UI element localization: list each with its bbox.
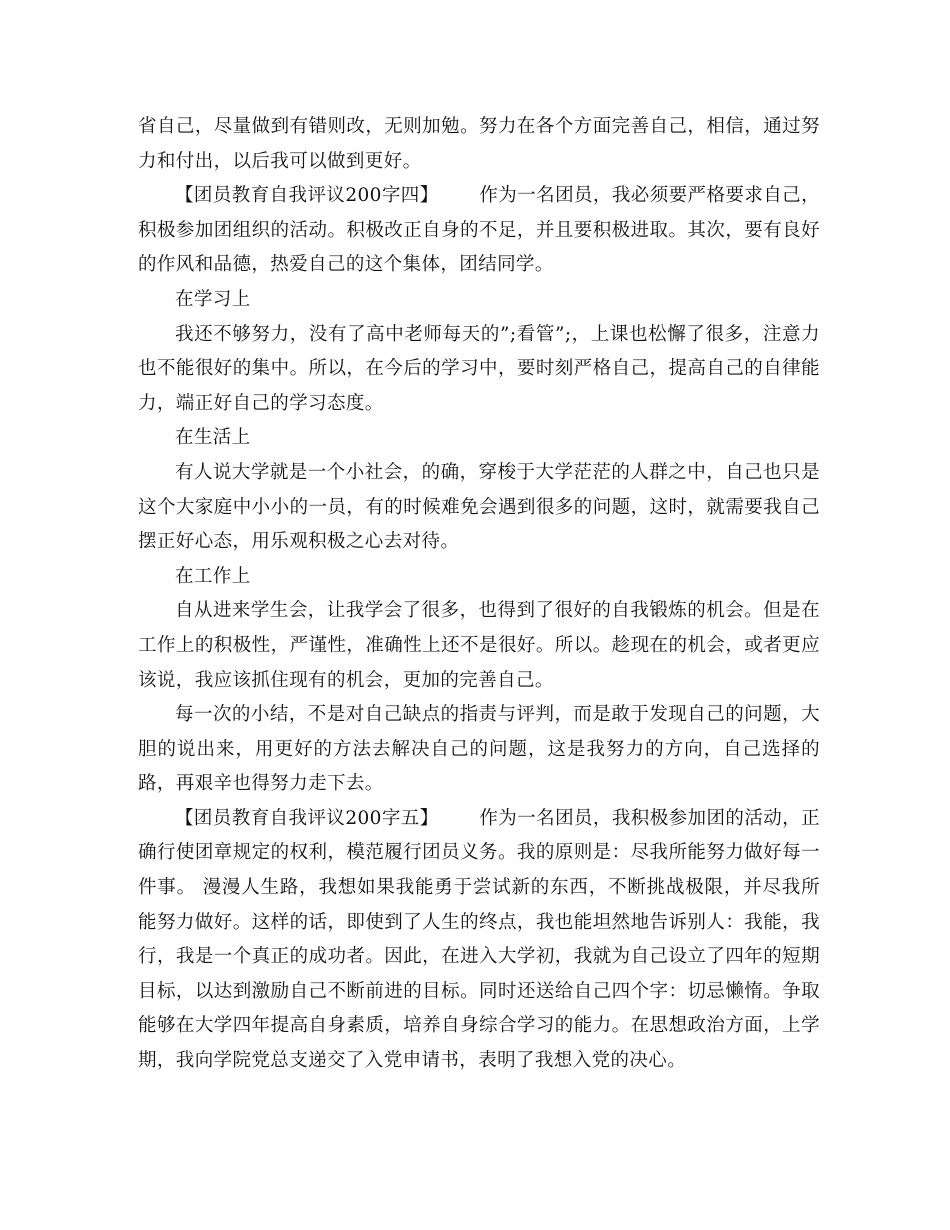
paragraph-life: 有人说大学就是一个小社会，的确，穿梭于大学茫茫的人群之中，自己也只是这个大家庭中小小的一员，有的时候难免会遇到很多的问题，这时，就需要我自己摆正好心态，用乐观积极之心去对待。 — [138, 461, 820, 553]
paragraph-section-four — [138, 179, 820, 283]
paragraph-work: 自从进来学生会，让我学会了很多，也得到了很好的自我锻炼的机会。但是在工作上的积极性，严谨性，准确性上还不是很好。所以。趁现在的机会，或者更应该说，我应该抓住现有的机会，更加的完善自己。 — [138, 600, 820, 691]
section-tag-five: 【团员教育自我评议200字五】 — [175, 807, 439, 829]
paragraph-summary: 每一次的小结，不是对自己缺点的指责与评判，而是敢于发现自己的问题，大胆的说出来，用更好的方法去解决自己的问题，这是我努力的方向，自己选择的路，再艰辛也得努力走下去。 — [138, 704, 820, 795]
paragraph-study: 我还不够努力，没有了高中老师每天的”;看管”;，上课也松懈了很多，注意力也不能很好的集中。所以，在今后的学习中，要时刻严格自己，提高自己的自律能力，端正好自己的学习态度。 — [138, 323, 820, 414]
subheading-work: 在工作上 — [175, 565, 251, 587]
subheading-study: 在学习上 — [175, 288, 251, 310]
section-tag-four: 【团员教育自我评议200字四】 — [175, 185, 439, 207]
section-five-text: 作为一名团员，我积极参加团的活动，正确行使团章规定的权利，模范履行团员义务。我的原则是：尽我所能努力做好每一件事。 漫漫人生路，我想如果我能勇于尝试新的东西，不断挑战极限，并尽我所能努力做好。这样的话，即使到了人生的终点，我也能坦然地告诉别人：我能，我行，我是一个真正的成功者。因此，在进入大学初，我就为自己设立了四年的短期目标，以达到激励自己不断前进的目标。同时还送给自己四个字：切忌懒惰。争取能够在大学四年提高自身素质，培养自身综合学习的能力。在思想政治方面，上学期，我向学院党总支递交了入党申请书，表明了我想入党的决心。 — [138, 807, 821, 1072]
document-body — [138, 110, 820, 1079]
subheading-life: 在生活上 — [175, 427, 251, 449]
paragraph-continuation: 省自己，尽量做到有错则改，无则加勉。努力在各个方面完善自己，相信，通过努力和付出，以后我可以做到更好。 — [138, 116, 820, 172]
paragraph-section-five — [138, 802, 820, 1079]
section-four-text: 作为一名团员，我必须要严格要求自己，积极参加团组织的活动。积极改正自身的不足，并且要积极进取。其次，要有良好的作风和品德，热爱自己的这个集体，团结同学。 — [138, 185, 821, 276]
